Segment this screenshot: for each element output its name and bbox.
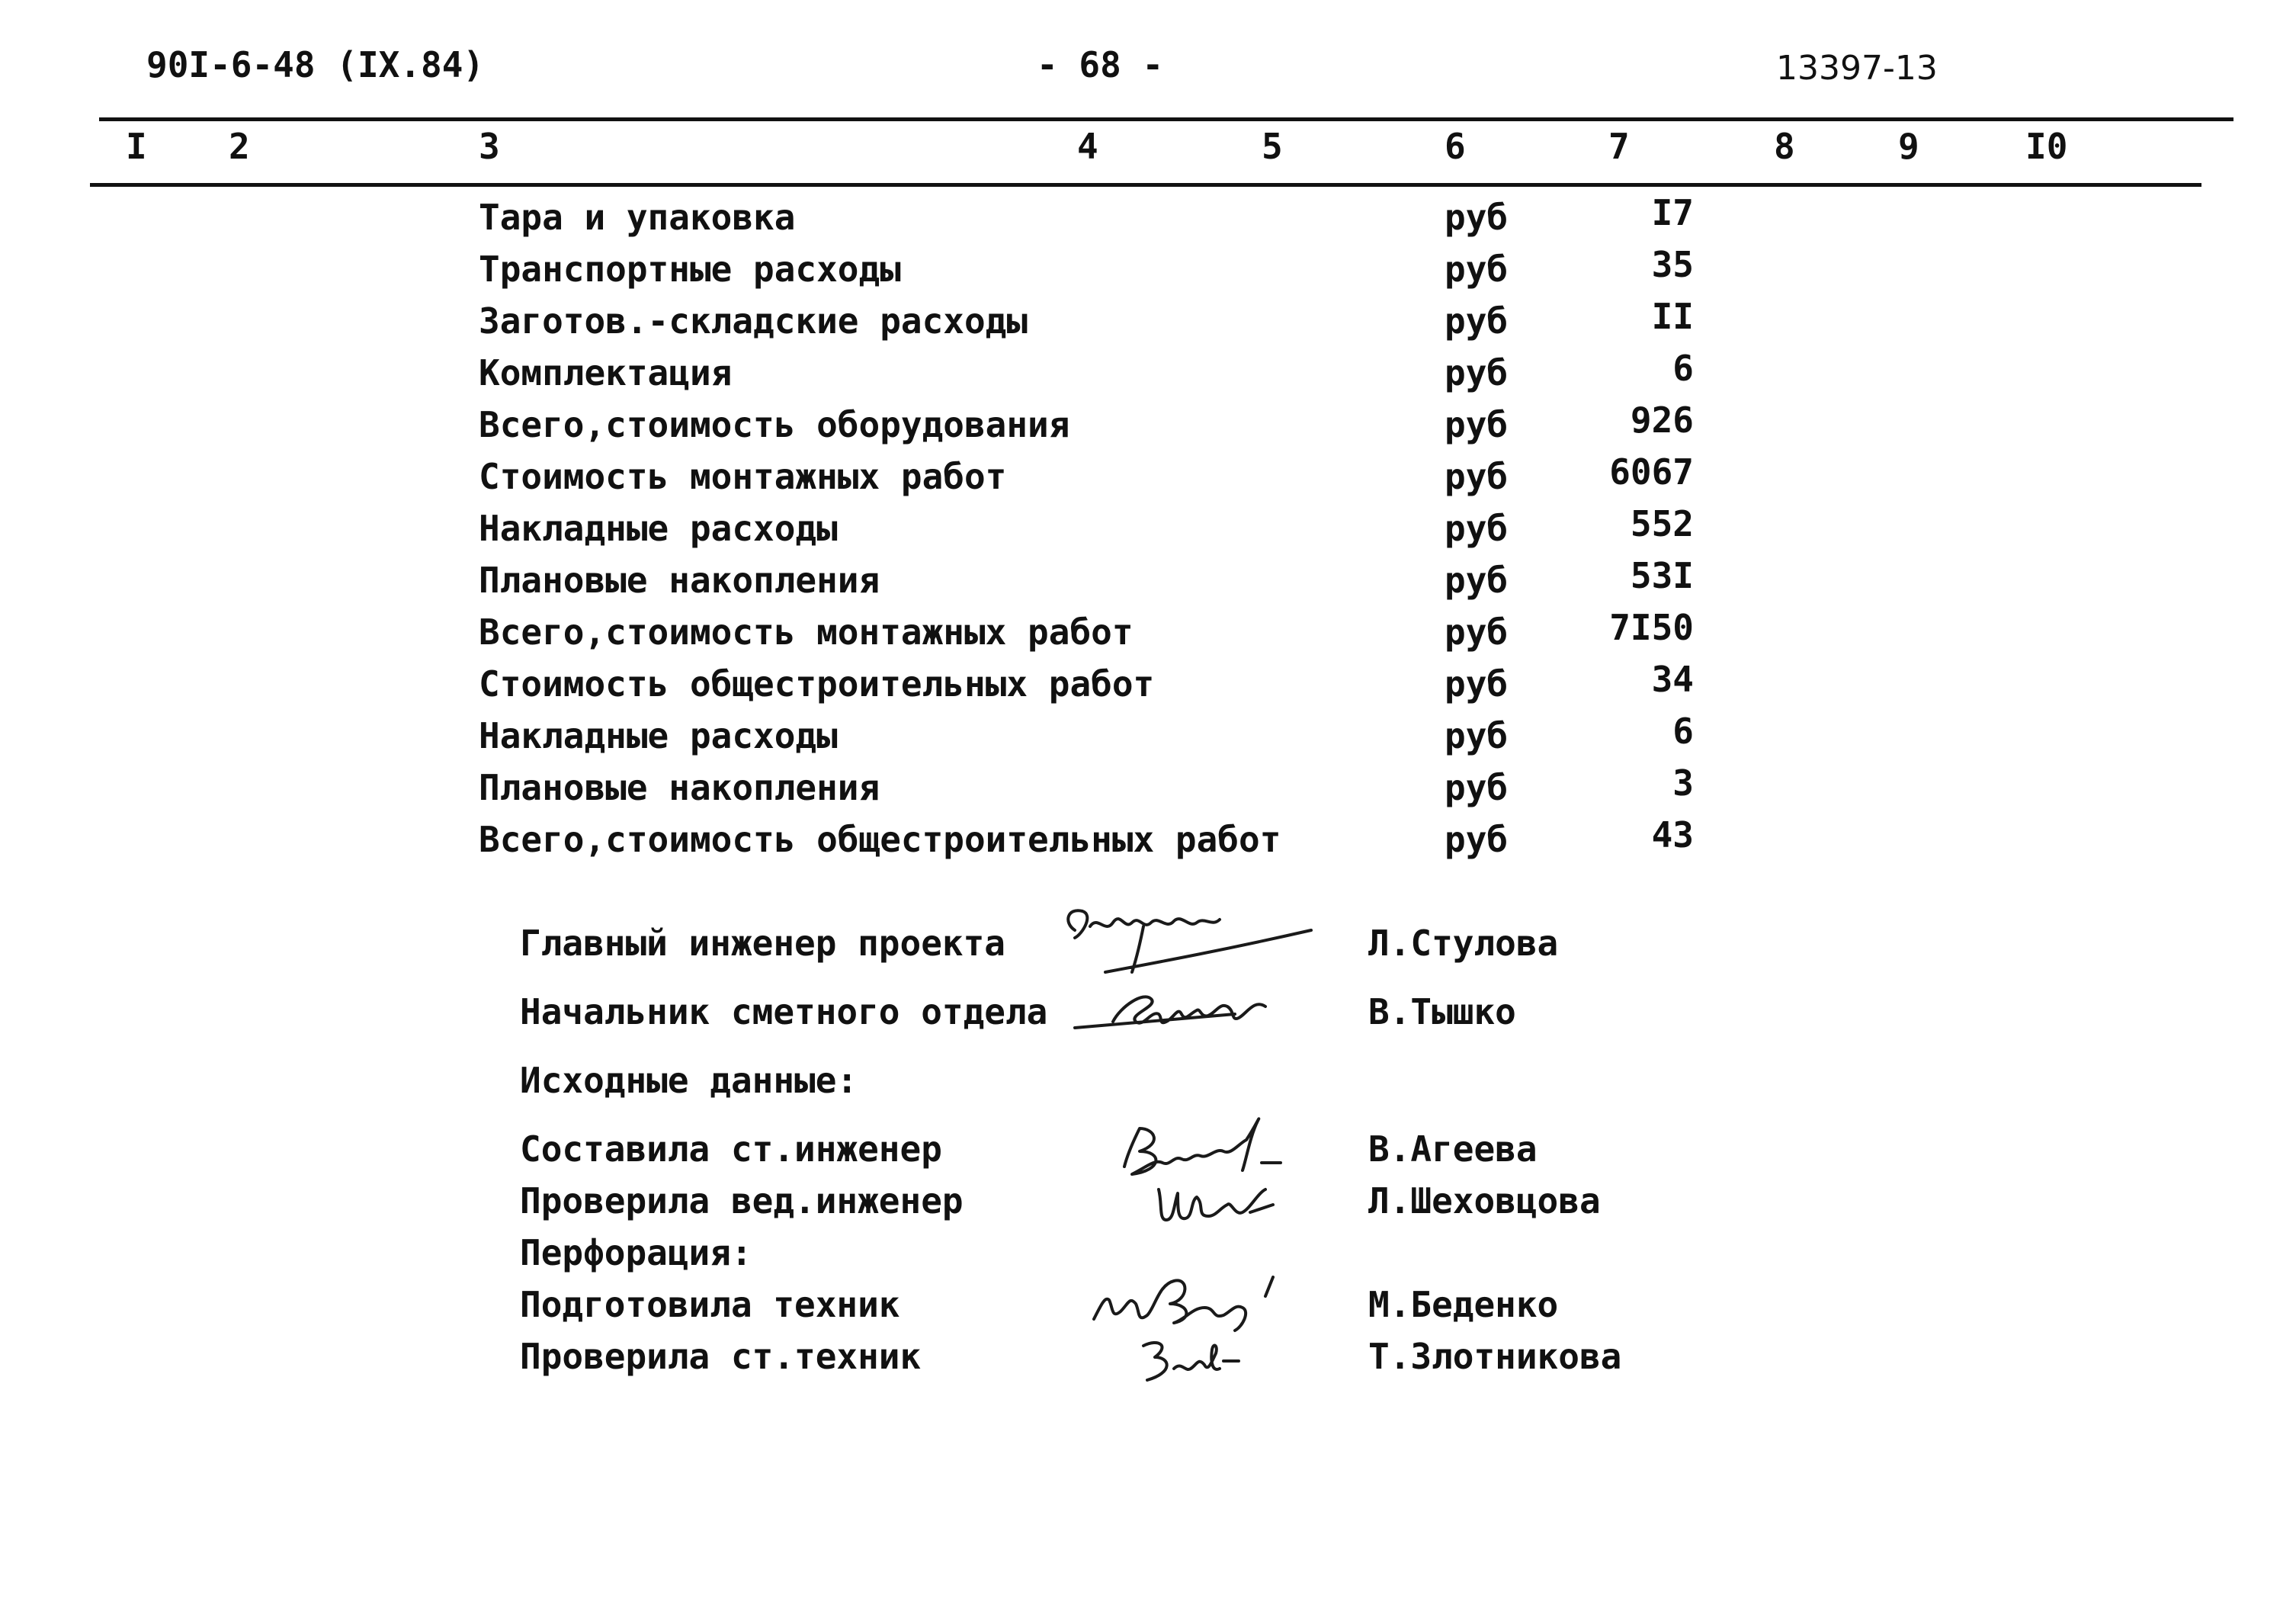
row-unit: руб	[1445, 456, 1509, 497]
row-label: Стоимость монтажных работ	[479, 456, 1007, 497]
row-label: Плановые накопления	[479, 560, 880, 601]
row-value: 3	[1672, 762, 1694, 804]
row-label: Накладные расходы	[479, 508, 838, 549]
signature-name: Т.Злотникова	[1368, 1336, 1622, 1377]
signature-name: Л.Шеховцова	[1368, 1180, 1601, 1221]
row-unit: руб	[1445, 197, 1509, 238]
handwritten-signature	[1128, 1331, 1265, 1391]
signature-section-heading: Исходные данные:	[520, 1060, 858, 1101]
row-value: 35	[1651, 244, 1694, 285]
signature-name: М.Беденко	[1368, 1284, 1559, 1325]
row-label: Всего,стоимость общестроительных работ	[479, 819, 1281, 860]
top-rule	[99, 117, 2233, 121]
row-value: 34	[1651, 659, 1694, 700]
column-number-2: 2	[229, 126, 250, 167]
signature-section-heading: Перфорация:	[520, 1232, 752, 1273]
row-value: 6067	[1609, 451, 1694, 493]
row-label: Всего,стоимость монтажных работ	[479, 611, 1134, 653]
column-number-5: 5	[1262, 126, 1283, 167]
row-unit: руб	[1445, 663, 1509, 705]
signature-name: В.Агеева	[1368, 1128, 1538, 1170]
column-number-7: 7	[1608, 126, 1630, 167]
signature-role: Главный инженер проекта	[520, 923, 1005, 964]
row-label: Транспортные расходы	[479, 249, 901, 290]
handwritten-signature	[1143, 1174, 1296, 1235]
column-number-4: 4	[1077, 126, 1098, 167]
row-value: 53I	[1630, 555, 1694, 596]
signature-role: Начальник сметного отдела	[520, 991, 1048, 1032]
column-number-10: I0	[2025, 126, 2068, 167]
signature-name: Л.Стулова	[1368, 923, 1559, 964]
page-number: - 68 -	[1037, 44, 1164, 85]
row-value: 7I50	[1609, 607, 1694, 648]
handwritten-signature	[1067, 968, 1296, 1045]
handwritten-signature	[1082, 1266, 1296, 1334]
signature-name: В.Тышко	[1368, 991, 1516, 1032]
row-unit: руб	[1445, 611, 1509, 653]
row-unit: руб	[1445, 560, 1509, 601]
row-unit: руб	[1445, 404, 1509, 445]
header-rule	[90, 183, 2201, 187]
column-number-8: 8	[1774, 126, 1795, 167]
column-number-9: 9	[1898, 126, 1919, 167]
row-label: Плановые накопления	[479, 767, 880, 808]
row-value: 926	[1630, 400, 1694, 441]
row-unit: руб	[1445, 715, 1509, 756]
row-value: 6	[1672, 711, 1694, 752]
row-unit: руб	[1445, 819, 1509, 860]
row-label: Заготов.-складские расходы	[479, 300, 1028, 342]
column-number-3: 3	[479, 126, 500, 167]
row-value: 552	[1630, 503, 1694, 544]
row-value: I7	[1651, 192, 1694, 233]
row-unit: руб	[1445, 300, 1509, 342]
row-label: Стоимость общестроительных работ	[479, 663, 1155, 705]
signature-role: Составила ст.инженер	[520, 1128, 942, 1170]
signature-role: Проверила ст.техник	[520, 1336, 922, 1377]
row-unit: руб	[1445, 249, 1509, 290]
row-unit: руб	[1445, 352, 1509, 393]
row-value: 43	[1651, 814, 1694, 855]
row-label: Всего,стоимость оборудования	[479, 404, 1070, 445]
row-label: Тара и упаковка	[479, 197, 796, 238]
row-unit: руб	[1445, 767, 1509, 808]
row-label: Накладные расходы	[479, 715, 838, 756]
archive-number: 13397-13	[1776, 49, 1938, 88]
document-code: 90I-6-48 (IX.84)	[146, 44, 485, 85]
signature-role: Проверила вед.инженер	[520, 1180, 964, 1221]
column-number-1: I	[126, 126, 147, 167]
row-unit: руб	[1445, 508, 1509, 549]
row-value: II	[1651, 296, 1694, 337]
column-number-6: 6	[1445, 126, 1466, 167]
row-value: 6	[1672, 348, 1694, 389]
row-label: Комплектация	[479, 352, 733, 393]
signature-role: Подготовила техник	[520, 1284, 900, 1325]
